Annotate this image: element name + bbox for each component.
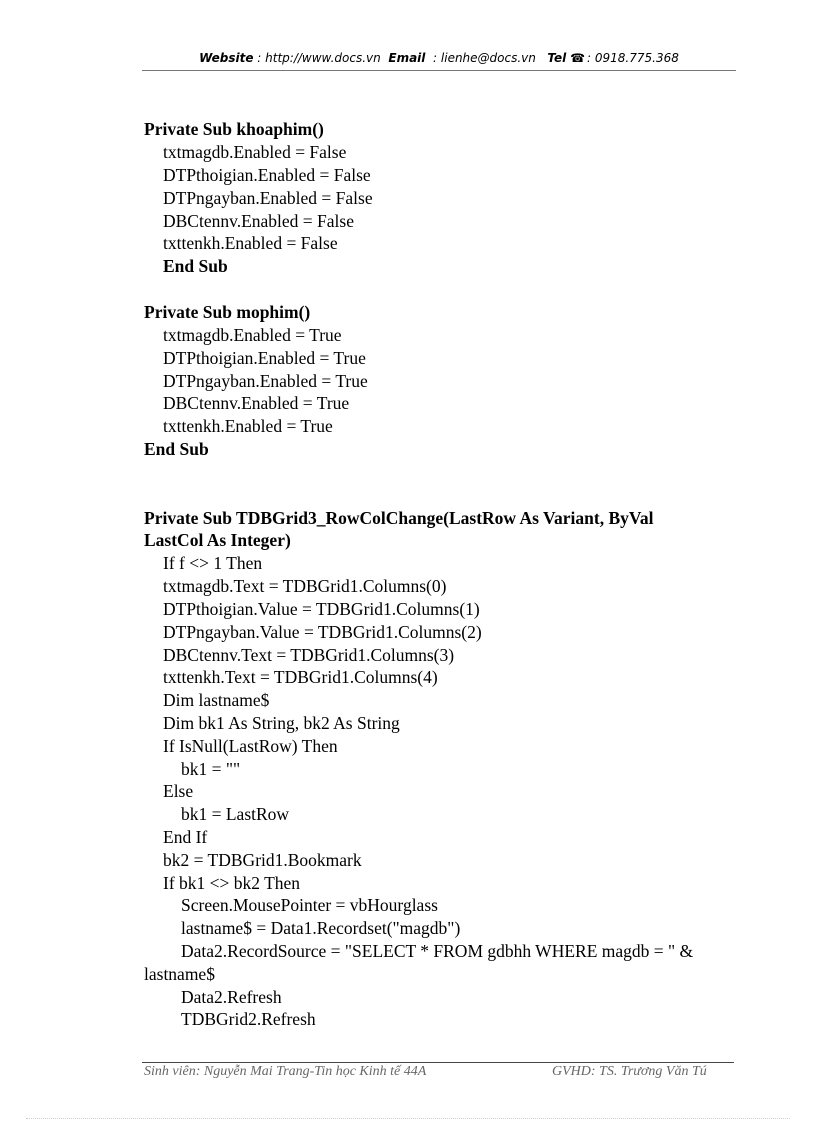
code-line: bk1 = "" xyxy=(181,759,241,779)
end-sub: End Sub xyxy=(144,439,209,459)
header-divider xyxy=(142,70,736,71)
end-sub: End Sub xyxy=(163,256,228,276)
code-line-wrap: lastname$ xyxy=(144,964,215,984)
code-line: If f <> 1 Then xyxy=(163,553,263,573)
page-header xyxy=(142,51,736,65)
sub-declaration: Private Sub mophim() xyxy=(144,302,311,322)
code-line: Dim bk1 As String, bk2 As String xyxy=(163,713,400,733)
phone-icon: ☎ xyxy=(570,51,586,65)
code-line: DBCtennv.Text = TDBGrid1.Columns(3) xyxy=(163,645,455,665)
footer-advisor: GVHD: TS. Trương Văn Tú xyxy=(552,1064,707,1079)
code-line: Dim lastname$ xyxy=(163,690,270,710)
code-line: DBCtennv.Enabled = False xyxy=(163,211,354,231)
email-value: : lienhe@docs.vn xyxy=(433,51,536,65)
tel-value: : 0918.775.368 xyxy=(587,51,679,65)
website-value: : http://www.docs.vn xyxy=(257,51,381,65)
page-edge xyxy=(26,1118,790,1119)
code-line: DTPngayban.Value = TDBGrid1.Columns(2) xyxy=(163,622,482,642)
footer-divider xyxy=(142,1062,734,1063)
code-line: End If xyxy=(163,827,208,847)
code-line: DTPthoigian.Enabled = True xyxy=(163,348,366,368)
code-line: txtmagdb.Text = TDBGrid1.Columns(0) xyxy=(163,576,447,596)
code-line: If bk1 <> bk2 Then xyxy=(163,873,301,893)
code-line: Else xyxy=(163,781,194,801)
code-line: txttenkh.Enabled = False xyxy=(163,233,338,253)
sub-declaration: Private Sub TDBGrid3_RowColChange(LastRow As Variant, ByVal xyxy=(144,508,654,528)
email-label: Email xyxy=(388,51,426,65)
code-line: bk2 = TDBGrid1.Bookmark xyxy=(163,850,362,870)
code-line: Data2.RecordSource = "SELECT * FROM gdbhh WHERE magdb = " & xyxy=(181,941,694,961)
code-line: bk1 = LastRow xyxy=(181,804,290,824)
code-line: TDBGrid2.Refresh xyxy=(181,1009,316,1029)
sub-declaration-cont: LastCol As Integer) xyxy=(144,530,291,550)
code-line: DTPngayban.Enabled = False xyxy=(163,188,373,208)
footer-student: Sinh viên: Nguyễn Mai Trang-Tin học Kinh tế 44A xyxy=(144,1064,427,1079)
code-line: txtmagdb.Enabled = False xyxy=(163,142,347,162)
code-line: txtmagdb.Enabled = True xyxy=(163,325,342,345)
code-line: If IsNull(LastRow) Then xyxy=(163,736,338,756)
code-line: txttenkh.Enabled = True xyxy=(163,416,333,436)
code-line: lastname$ = Data1.Recordset("magdb") xyxy=(181,918,461,938)
tel-label: Tel xyxy=(547,51,567,65)
sub-declaration: Private Sub khoaphim() xyxy=(144,119,324,139)
code-line: txttenkh.Text = TDBGrid1.Columns(4) xyxy=(163,667,438,687)
code-line: Screen.MousePointer = vbHourglass xyxy=(181,895,438,915)
code-line: DTPngayban.Enabled = True xyxy=(163,371,368,391)
code-line: DBCtennv.Enabled = True xyxy=(163,393,350,413)
code-line: DTPthoigian.Enabled = False xyxy=(163,165,371,185)
website-label: Website xyxy=(199,51,254,65)
code-line: Data2.Refresh xyxy=(181,987,282,1007)
code-line: DTPthoigian.Value = TDBGrid1.Columns(1) xyxy=(163,599,480,619)
